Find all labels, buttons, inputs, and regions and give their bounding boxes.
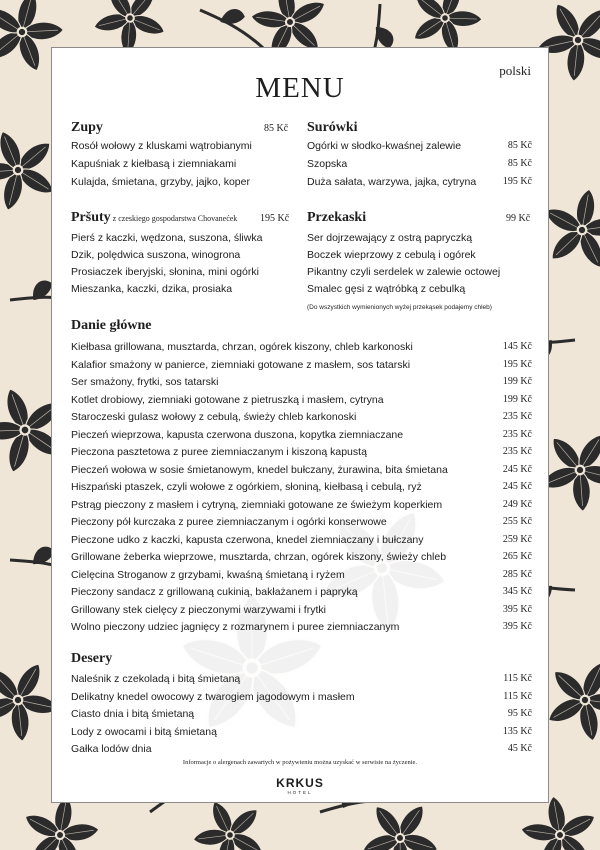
section-title-przekaski: Przekaski xyxy=(307,210,367,225)
list-item: Delikatny knedel owocowy z twarogiem jagodowym i masłem xyxy=(71,690,355,703)
section-title-desery: Desery xyxy=(71,651,113,666)
logo-subtext: HOTEL xyxy=(287,790,313,795)
list-item: Ciasto dnia i bitą śmietaną xyxy=(71,708,195,720)
list-item: Staroczeski gulasz wołowy z cebulą, świeży chleb karkonoski xyxy=(71,411,357,423)
item-price: 395 Kč xyxy=(502,603,532,615)
item-price: 245 Kč xyxy=(502,463,532,475)
section-title-prsuty xyxy=(71,210,237,226)
item-price: 135 Kč xyxy=(502,725,532,737)
prsuty-subtitle: z czeskiego gospodarstwa Chovanećek xyxy=(112,214,238,223)
item-price: 395 Kč xyxy=(502,621,532,632)
item-price: 255 Kč xyxy=(502,516,532,527)
section-title-surowki: Surówki xyxy=(307,120,358,135)
item-price: 195 Kč xyxy=(502,176,532,187)
item-price: 249 Kč xyxy=(502,498,532,510)
list-item: Smalec gęsi z wątróbką z cebulką xyxy=(307,283,466,295)
item-price: 235 Kč xyxy=(502,411,532,422)
item-price: 199 Kč xyxy=(502,376,532,387)
list-item: Pieczona pasztetowa z puree ziemniaczanym i kiszoną kapustą xyxy=(71,446,367,458)
list-item: Gałka lodów dnia xyxy=(71,743,152,755)
item-price: 345 Kč xyxy=(502,586,532,597)
list-item: Pieczony sandacz z grillowaną cukinią, bakłażanem i papryką xyxy=(71,586,358,598)
item-price: 95 Kč xyxy=(507,708,532,719)
section-title-zupy: Zupy xyxy=(71,120,103,135)
list-item: Pierś z kaczki, wędzona, suszona, śliwka xyxy=(71,232,263,244)
list-item: Pieczeń wieprzowa, kapusta czerwona duszona, kopytka ziemniaczane xyxy=(71,428,404,441)
list-item: Wolno pieczony udziec jagnięcy z rozmarynem i puree ziemniaczanym xyxy=(71,621,400,633)
list-item: Pieczone udko z kaczki, kapusta czerwona, knedel ziemniaczany i bułczany xyxy=(71,533,424,546)
item-price: 45 Kč xyxy=(507,743,532,754)
list-item: Kiełbasa grillowana, musztarda, chrzan, ogórek kiszony, chleb karkonoski xyxy=(71,341,413,353)
list-item: Ser dojrzewający z ostrą papryczką xyxy=(307,232,473,244)
item-price: 85 Kč xyxy=(507,158,532,169)
przekaski-note: (Do wszystkich wymienionych wyżej przekąsek podajemy chleb) xyxy=(307,304,492,311)
list-item: Cielęcina Stroganow z grzybami, kwaśną śmietaną i ryżem xyxy=(71,568,345,581)
list-item: Prosiaczek iberyjski, słonina, mini ogórki xyxy=(71,266,259,278)
list-item: Grillowane żeberka wieprzowe, musztarda, chrzan, ogórek kiszony, świeży chleb xyxy=(71,551,447,563)
list-item: Kapuśniak z kiełbasą i ziemniakami xyxy=(71,158,237,170)
item-price: 195 Kč xyxy=(502,358,532,370)
list-item: Duża sałata, warzywa, jajka, cytryna xyxy=(307,176,477,188)
list-item: Lody z owocami i bitą śmietaną xyxy=(71,725,217,738)
item-price: 285 Kč xyxy=(502,568,532,580)
item-price: 245 Kč xyxy=(502,481,532,492)
list-item: Rosół wołowy z kluskami wątrobianymi xyxy=(71,140,252,152)
menu-card xyxy=(51,47,549,803)
list-item: Pieczony pół kurczaka z puree ziemniaczanym i ogórki konserwowe xyxy=(71,516,387,528)
section-title-danie-glowne: Danie główne xyxy=(71,318,152,333)
hotel-logo xyxy=(52,776,548,795)
list-item: Hiszpański ptaszek, czyli wołowe z ogórkiem, słoniną, kiełbasą i cebulą, ryż xyxy=(71,481,422,493)
allergen-note: Informacje o alergenach zawartych w pożywieniu można uzyskać w serwisie na życzenie. xyxy=(182,759,418,766)
language-label[interactable]: polski xyxy=(499,63,531,78)
zupy-price: 85 Kč xyxy=(264,123,289,134)
list-item: Grillowany stek cielęcy z pieczonymi warzywami i frytki xyxy=(71,603,326,616)
item-price: 145 Kč xyxy=(502,341,532,352)
list-item: Naleśnik z czekoladą i bitą śmietaną xyxy=(71,673,241,685)
przekaski-price: 99 Kč xyxy=(506,213,531,224)
list-item: Pieczeń wołowa w sosie śmietanowym, knedel bułczany, żurawina, bita śmietana xyxy=(71,463,448,476)
prsuty-price: 195 Kč xyxy=(260,213,290,224)
list-item: Pikantny czyli serdelek w zalewie octowej xyxy=(307,266,501,278)
list-item: Szopska xyxy=(307,158,348,170)
list-item: Ogórki w słodko-kwaśnej zalewie xyxy=(307,140,462,152)
item-price: 115 Kč xyxy=(503,673,532,684)
list-item: Boczek wieprzowy z cebulą i ogórek xyxy=(307,249,476,261)
item-price: 85 Kč xyxy=(507,140,532,151)
list-item: Kalafior smażony w panierce, ziemniaki gotowane z masłem, sos tatarski xyxy=(71,358,411,371)
menu-title: MENU xyxy=(255,72,345,104)
list-item: Ser smażony, frytki, sos tatarski xyxy=(71,376,219,388)
list-item: Dzik, polędwica suszona, winogrona xyxy=(71,249,241,261)
item-price: 115 Kč xyxy=(503,690,532,702)
prsuty-title: Pršuty xyxy=(71,210,111,225)
list-item: Mieszanka, kaczki, dzika, prosiaka xyxy=(71,283,233,295)
item-price: 265 Kč xyxy=(502,551,532,562)
item-price: 235 Kč xyxy=(502,428,532,440)
item-price: 235 Kč xyxy=(502,446,532,457)
logo-text: KRKUS xyxy=(276,776,324,790)
list-item: Kotlet drobiowy, ziemniaki gotowane z pietruszką i masłem, cytryna xyxy=(71,393,384,406)
item-price: 259 Kč xyxy=(502,533,532,545)
list-item: Kulajda, śmietana, grzyby, jajko, koper xyxy=(71,176,250,188)
item-price: 199 Kč xyxy=(502,393,532,405)
list-item: Pstrąg pieczony z masłem i cytryną, ziemniaki gotowane ze świeżym koperkiem xyxy=(71,498,443,511)
